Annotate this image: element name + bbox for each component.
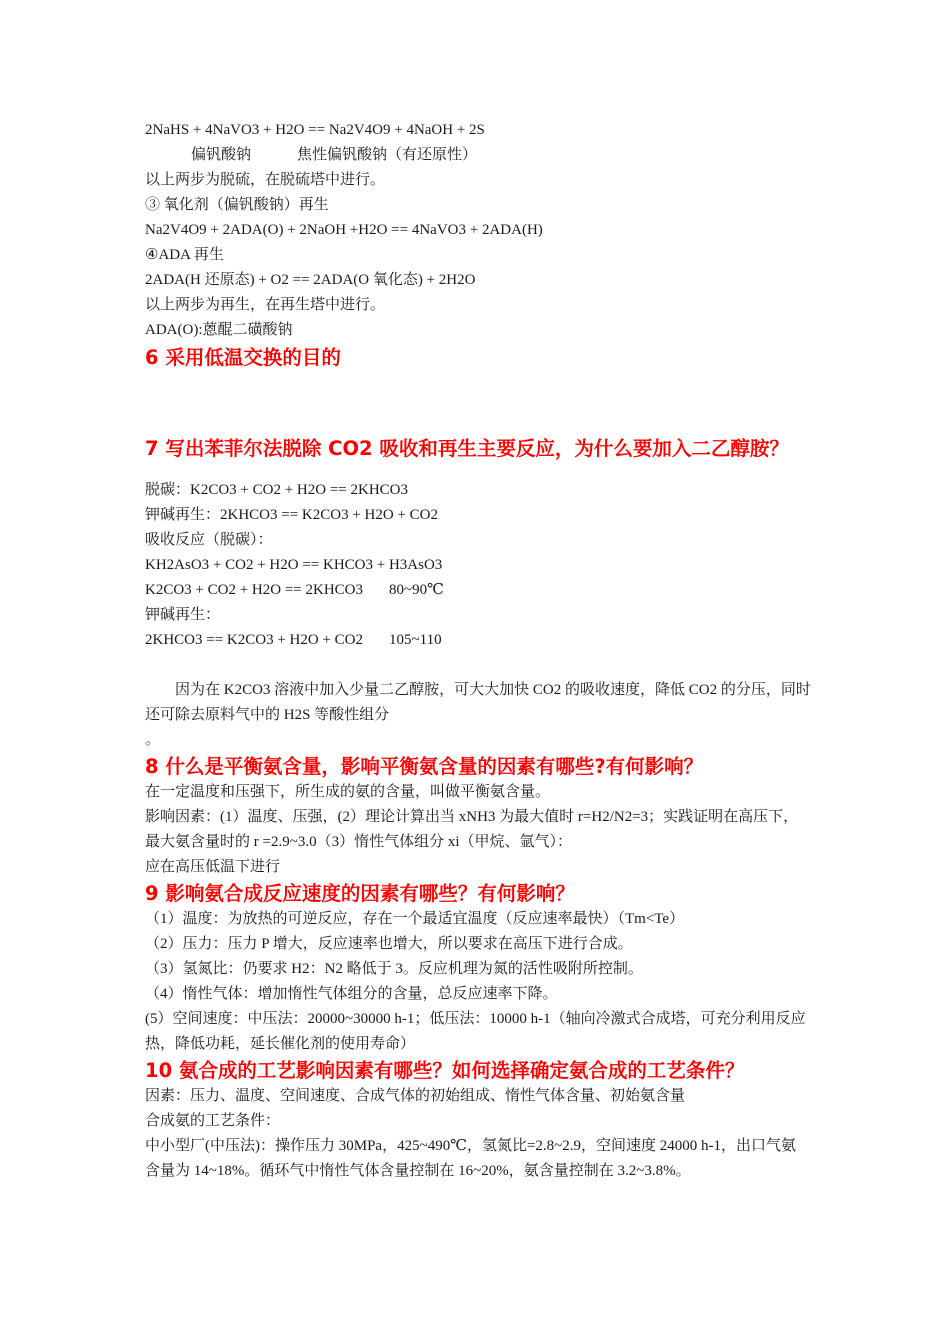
equation: K2CO3 + CO2 + H2O == 2KHCO3 [145, 582, 364, 598]
text-line: 。 [145, 732, 161, 748]
text-line: 以上两步为脱硫，在脱硫塔中进行。 [145, 172, 386, 188]
text-line: 钾碱再生： [145, 607, 221, 623]
paragraph: 因为在 K2CO3 溶液中加入少量二乙醇胺，可大大加快 CO2 的吸收速度，降低 CO2 的分压，同时还可除去原料气中的 H2S 等酸性组分 [145, 682, 811, 723]
text-line: 因素：压力、温度、空间速度、合成气体的初始组成、惰性气体含量、初始氨含量 [145, 1088, 686, 1104]
compound-names-line [145, 143, 811, 168]
question-heading-9: 9 影响氨合成反应速度的因素有哪些？有何影响？ [145, 882, 575, 905]
text-line: （1）温度：为放热的可逆反应，存在一个最适宜温度（反应速率最快）（Tm<Te） [145, 911, 685, 927]
paragraph: (5）空间速度：中压法：20000~30000 h-1；低压法：10000 h-1（轴向冷激式合成塔，可充分利用反应热，降低功耗，延长催化剂的使用寿命） [145, 1011, 806, 1052]
equation-line: 2ADA(H 还原态) + O2 == 2ADA(O 氧化态) + 2H2O [145, 272, 476, 288]
equation-line: 2NaHS + 4NaVO3 + H2O == Na2V4O9 + 4NaOH + 2S [145, 122, 485, 138]
paragraph: 中小型厂(中压法)：操作压力 30MPa，425~490℃，氢氮比=2.8~2.9，空间速度 24000 h-1，出口气氨含量为 14~18%。循环气中惰性气体含量控制在 16~20%，氨含量控制在 3.2~3.8%。 [145, 1138, 797, 1179]
question-heading-10: 10 氨合成的工艺影响因素有哪些？如何选择确定氨合成的工艺条件？ [145, 1059, 745, 1082]
equation: 2KHCO3 == K2CO3 + H2O + CO2 [145, 632, 364, 648]
question-heading-6: 6 采用低温交换的目的 [145, 346, 341, 369]
text-line: ADA(O):蒽醌二磺酸钠 [145, 322, 293, 338]
text-line: （2）压力：压力 P 增大，反应速率也增大，所以要求在高压下进行合成。 [145, 936, 633, 952]
compound-name: 偏钒酸钠 [191, 147, 252, 163]
text-line: （3）氢氮比：仍要求 H2：N2 略低于 3。反应机理为氮的活性吸附所控制。 [145, 961, 643, 977]
equation-line [145, 628, 811, 653]
text-line: 应在高压低温下进行 [145, 859, 281, 875]
question-heading-8: 8 什么是平衡氨含量，影响平衡氨含量的因素有哪些?有何影响？ [145, 755, 704, 778]
text-line: ③ 氧化剂（偏钒酸钠）再生 [145, 197, 329, 213]
paragraph: 影响因素：(1）温度、压强，(2）理论计算出当 xNH3 为最大值时 r=H2/N2=3；实践证明在高压下，最大氨含量时的 r =2.9~3.0（3）惰性气体组分 xi（甲烷、氩气）： [145, 809, 799, 850]
document-page [145, 118, 811, 1184]
question-heading-7: 7 写出苯菲尔法脱除 CO2 吸收和再生主要反应，为什么要加入二乙醇胺？ [145, 437, 789, 460]
equation-line: KH2AsO3 + CO2 + H2O == KHCO3 + H3AsO3 [145, 557, 443, 573]
temperature: 80~90℃ [389, 582, 444, 598]
equation-line: 脱碳：K2CO3 + CO2 + H2O == 2KHCO3 [145, 482, 409, 498]
temperature: 105~110 [389, 632, 442, 648]
text-line: （4）惰性气体：增加惰性气体组分的含量，总反应速率下降。 [145, 986, 558, 1002]
equation-line: Na2V4O9 + 2ADA(O) + 2NaOH +H2O == 4NaVO3 + 2ADA(H) [145, 222, 543, 238]
text-line: 以上两步为再生，在再生塔中进行。 [145, 297, 386, 313]
equation-line: 钾碱再生：2KHCO3 == K2CO3 + H2O + CO2 [145, 507, 439, 523]
text-line: 合成氨的工艺条件： [145, 1113, 281, 1129]
text-line: 吸收反应（脱碳）： [145, 532, 273, 548]
text-line: 在一定温度和压强下，所生成的氨的含量，叫做平衡氨含量。 [145, 784, 551, 800]
compound-name: 焦性偏钒酸钠（有还原性） [297, 147, 478, 163]
equation-line [145, 578, 811, 603]
text-line: ④ADA 再生 [145, 247, 224, 263]
